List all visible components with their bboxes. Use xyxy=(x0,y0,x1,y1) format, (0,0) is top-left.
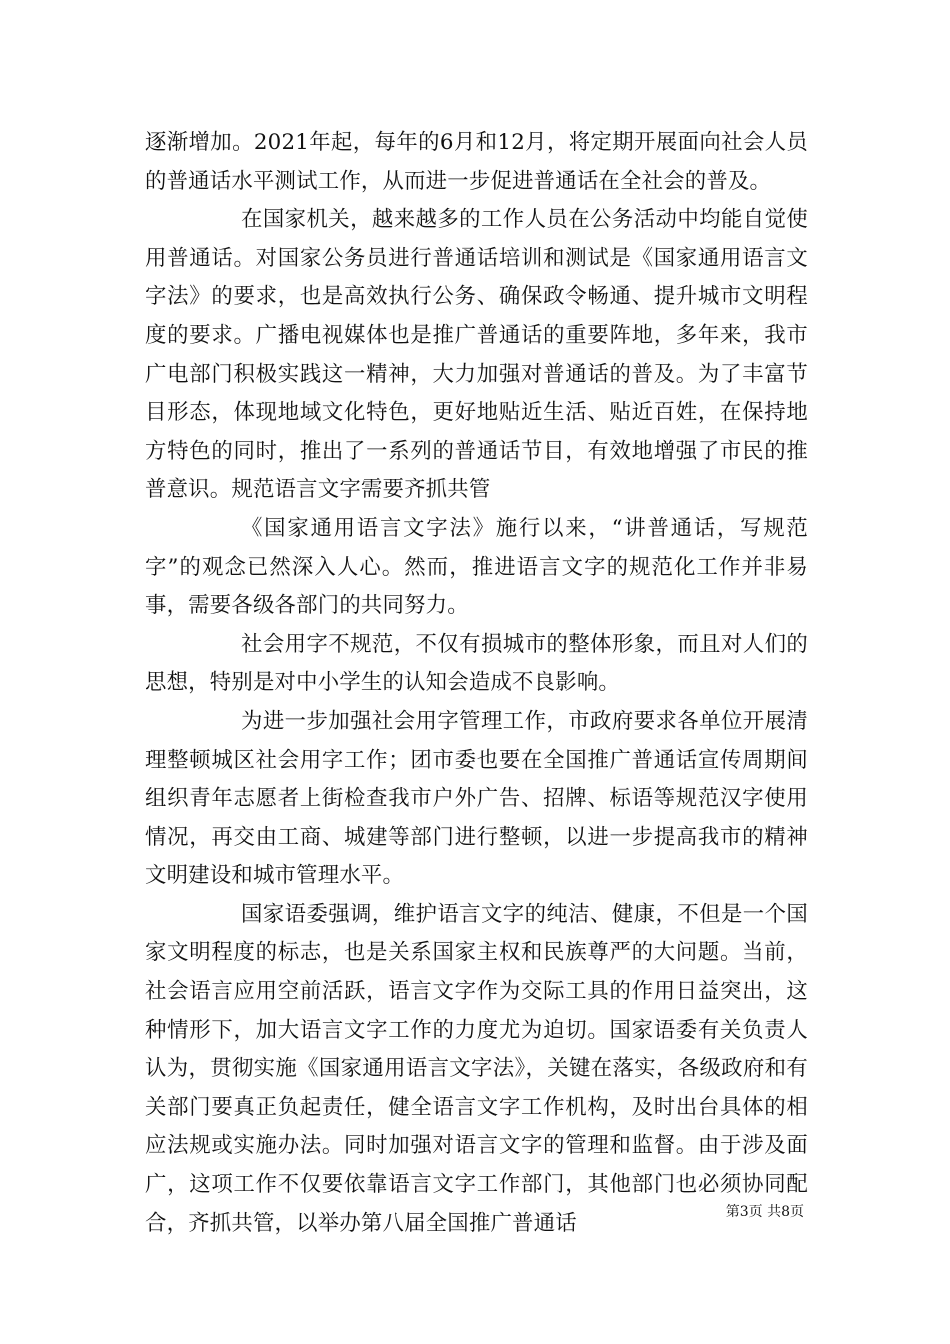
paragraph-6: 国家语委强调，维护语言文字的纯洁、健康，不但是一个国家文明程度的标志，也是关系国家主权和民族尊严的大问题。当前，社会语言应用空前活跃，语言文字作为交际工具的作用日益突出，这种情形下，加大语言文字工作的力度尤为迫切。国家语委有关负责人认为，贯彻实施《国家通用语言文字法》，关键在落实，各级政府和有关部门要真正负起责任，健全语言文字工作机构，及时出台具体的相应法规或实施办法。同时加强对语言文字的管理和监督。由于涉及面广，这项工作不仅要依靠语言文字工作部门，其他部门也必须协同配合，齐抓共管，以举办第八届全国推广普通话 xyxy=(145,901,808,1236)
page-number-footer: 第3页 共8页 xyxy=(725,1204,804,1220)
paragraph-4: 社会用字不规范，不仅有损城市的整体形象，而且对人们的思想，特别是对中小学生的认知会造成不良影响。 xyxy=(145,631,808,696)
paragraph-1: 逐渐增加。2021年起，每年的6月和12月，将定期开展面向社会人员的普通话水平测试工作，从而进一步促进普通话在全社会的普及。 xyxy=(145,130,808,194)
document-body xyxy=(145,124,808,1243)
paragraph-5: 为进一步加强社会用字管理工作，市政府要求各单位开展清理整顿城区社会用字工作；团市委也要在全国推广普通话宣传周期间组织青年志愿者上街检查我市户外广告、招牌、标语等规范汉字使用情况，再交由工商、城建等部门进行整顿，以进一步提高我市的精神文明建设和城市管理水平。 xyxy=(145,708,808,889)
paragraph-2: 在国家机关，越来越多的工作人员在公务活动中均能自觉使用普通话。对国家公务员进行普通话培训和测试是《国家通用语言文字法》的要求，也是高效执行公务、确保政令畅通、提升城市文明程度的要求。广播电视媒体也是推广普通话的重要阵地，多年来，我市广电部门积极实践这一精神，大力加强对普通话的普及。为了丰富节目形态，体现地域文化特色，更好地贴近生活、贴近百姓，在保持地方特色的同时，推出了一系列的普通话节目，有效地增强了市民的推普意识。规范语言文字需要齐抓共管 xyxy=(145,207,808,503)
paragraph-3: 《国家通用语言文字法》施行以来，“讲普通话，写规范字”的观念已然深入人心。然而，推进语言文字的规范化工作并非易事，需要各级各部门的共同努力。 xyxy=(145,515,808,619)
